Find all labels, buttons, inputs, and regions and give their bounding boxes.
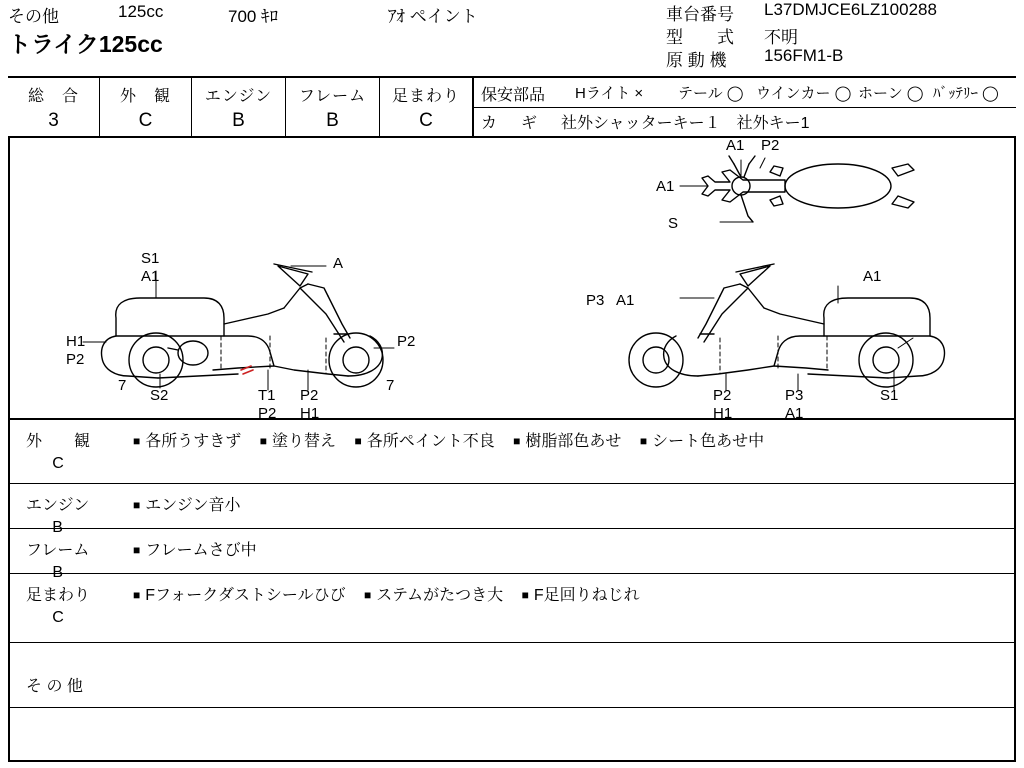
- comment-label-text: エンジン: [26, 497, 90, 514]
- diagram-label-a1-topleft: A1: [656, 178, 675, 195]
- safety-item-mark: ◯: [906, 85, 924, 102]
- frame-border-right: [1014, 138, 1016, 762]
- grade-label: フレーム: [298, 88, 367, 105]
- safety-item-name: ホーン: [858, 85, 903, 102]
- comment-grade: C: [52, 609, 64, 626]
- damage-diagram: [8, 138, 1016, 420]
- diagram-label-a1-right-front: A1: [616, 292, 635, 309]
- vehicle-color: ｱｵ ペイント: [388, 7, 478, 26]
- comment-item: ■ 各所うすきず: [133, 433, 242, 450]
- engine-label: 原 動 機: [666, 51, 727, 70]
- bullet-square-icon: ■: [133, 434, 141, 448]
- model-row: [666, 23, 1016, 46]
- grade-cell-exterior: [100, 78, 192, 136]
- grade-label: 足まわり: [391, 88, 460, 105]
- comment-item: ■ フレームさび中: [133, 542, 257, 559]
- safety-item-headlight: [575, 82, 643, 103]
- bullet-square-icon: ■: [521, 588, 529, 602]
- safety-item-name: Hライト: [575, 85, 631, 102]
- vehicle-category: その他: [8, 7, 59, 26]
- safety-parts-block: [473, 78, 1016, 136]
- chassis-number-row: [666, 0, 1016, 23]
- bullet-square-icon: ■: [259, 434, 267, 448]
- diagram-label-7-left-front: 7: [118, 377, 127, 394]
- safety-item-mark: ×: [634, 85, 644, 102]
- grade-value: B: [232, 110, 245, 131]
- bullet-square-icon: ■: [133, 543, 141, 557]
- bullet-square-icon: ■: [364, 588, 372, 602]
- grade-value: B: [326, 110, 339, 131]
- comment-label: [26, 428, 90, 473]
- diagram-label-h1-right: H1: [713, 405, 733, 422]
- comment-items: [133, 582, 654, 605]
- key-row: [473, 107, 1016, 136]
- bullet-square-icon: ■: [133, 498, 141, 512]
- grade-value: C: [419, 110, 433, 131]
- comment-item: ■ 各所ペイント不良: [354, 433, 495, 450]
- key-label: カ ギ: [481, 115, 542, 132]
- diagram-label-a1-right-bottom: A1: [785, 405, 804, 422]
- comment-label: [26, 673, 83, 696]
- vehicle-displacement: 125cc: [118, 2, 164, 21]
- bullet-square-icon: ■: [354, 434, 362, 448]
- comment-grade: B: [52, 519, 63, 536]
- diagram-label-7-left-rear: 7: [386, 377, 395, 394]
- diagram-label-s2-left: S2: [150, 387, 169, 404]
- bullet-square-icon: ■: [513, 434, 521, 448]
- comment-items: [133, 428, 778, 451]
- safety-item-horn: [858, 82, 924, 103]
- comment-row-suspension: [8, 574, 1016, 643]
- diagram-label-h1-left-bottom: H1: [300, 405, 320, 422]
- chassis-number-label: 車台番号: [666, 5, 734, 24]
- diagram-label-p2-left-bottom: P2: [258, 405, 277, 422]
- top-view-drawing: [702, 156, 914, 222]
- grade-cell-frame: [286, 78, 380, 136]
- header: [8, 0, 1016, 76]
- diagram-label-a-left: A: [333, 255, 344, 272]
- grade-label: 外 観: [119, 88, 171, 105]
- comment-item: ■ ステムがたつき大: [364, 587, 504, 604]
- comment-row-frame: [8, 529, 1016, 581]
- diagram-label-a1-left: A1: [141, 268, 160, 285]
- grade-cell-suspension: [380, 78, 473, 136]
- comment-item: ■ 樹脂部色あせ: [513, 433, 622, 450]
- diagram-label-a1-top: A1: [726, 137, 745, 154]
- safety-item-name: ﾊﾞｯﾃﾘｰ: [933, 85, 979, 102]
- safety-parts-row: [473, 78, 1016, 107]
- comment-item: ■ エンジン音小: [133, 497, 241, 514]
- comment-label-text: 足まわり: [26, 587, 91, 604]
- diagram-label-s1-left: S1: [141, 250, 160, 267]
- comment-grade: C: [52, 455, 64, 472]
- grade-value: C: [138, 110, 153, 131]
- comment-item: ■ F足回りねじれ: [521, 587, 640, 604]
- safety-item-name: ウインカー: [756, 85, 831, 102]
- grade-cell-engine: [192, 78, 286, 136]
- diagram-label-s-top: S: [668, 215, 679, 232]
- header-right: [666, 0, 1016, 69]
- comment-label-text: そ の 他: [26, 678, 83, 695]
- comment-item: ■ Fフォークダストシールひび: [133, 587, 346, 604]
- diagram-label-a1-right: A1: [863, 268, 882, 285]
- comment-label: [26, 582, 90, 627]
- comment-grade: B: [52, 564, 64, 581]
- diagram-label-p2-left-bottom2: P2: [300, 387, 319, 404]
- bottom-blank-box: [8, 708, 1016, 762]
- safety-item-battery: [933, 82, 999, 103]
- comment-label-text: 外 観: [26, 433, 91, 450]
- diagram-label-p2-top: P2: [761, 137, 780, 154]
- safety-item-mark: ◯: [834, 85, 852, 102]
- comment-label-text: フレーム: [26, 542, 90, 559]
- safety-item-mark: ◯: [726, 85, 744, 102]
- vehicle-mileage: 700 ｷﾛ: [228, 7, 279, 26]
- grade-label: エンジン: [204, 88, 273, 105]
- page-title: トライク125cc: [8, 31, 163, 57]
- engine-value: 156FM1-B: [764, 46, 844, 65]
- diagram-label-t1-left: T1: [258, 387, 276, 404]
- diagram-label-h1-left: H1: [66, 333, 86, 350]
- key-value: 社外シャッターキー１ 社外キー1: [561, 115, 810, 132]
- diagram-label-p2-right: P2: [713, 387, 732, 404]
- bullet-square-icon: ■: [133, 588, 141, 602]
- engine-row: [666, 46, 1016, 69]
- right-side-view-drawing: [629, 264, 944, 387]
- comment-item: ■ シート色あせ中: [639, 433, 765, 450]
- comment-row-exterior: [8, 420, 1016, 484]
- safety-item-mark: ◯: [982, 85, 999, 102]
- frame-border-left: [8, 138, 10, 762]
- model-value: 不明: [764, 28, 798, 47]
- grade-bar: [8, 76, 1016, 138]
- chassis-number-value: L37DMJCE6LZ100288: [764, 0, 937, 19]
- comment-row-engine: [8, 484, 1016, 536]
- diagram-label-p3-right-bottom: P3: [785, 387, 804, 404]
- comment-items: [133, 492, 254, 515]
- grade-value: 3: [48, 110, 59, 131]
- diagram-label-p2-left-rear: P2: [397, 333, 416, 350]
- comment-row-other: [8, 643, 1016, 708]
- grade-label: 総 合: [27, 88, 79, 105]
- safety-item-taillight: [678, 82, 744, 103]
- safety-item-winker: [756, 82, 851, 103]
- model-label: 型 式: [666, 28, 734, 47]
- comment-items: [133, 537, 271, 560]
- safety-item-name: テール: [678, 85, 723, 102]
- safety-parts-label: 保安部品: [481, 87, 546, 104]
- bullet-square-icon: ■: [639, 434, 648, 448]
- diagram-label-p3-right: P3: [586, 292, 605, 309]
- comment-item: ■ 塗り替え: [259, 433, 336, 450]
- grade-cell-overall: [8, 78, 100, 136]
- diagram-label-p2-left: P2: [66, 351, 85, 368]
- diagram-label-s1-right: S1: [880, 387, 899, 404]
